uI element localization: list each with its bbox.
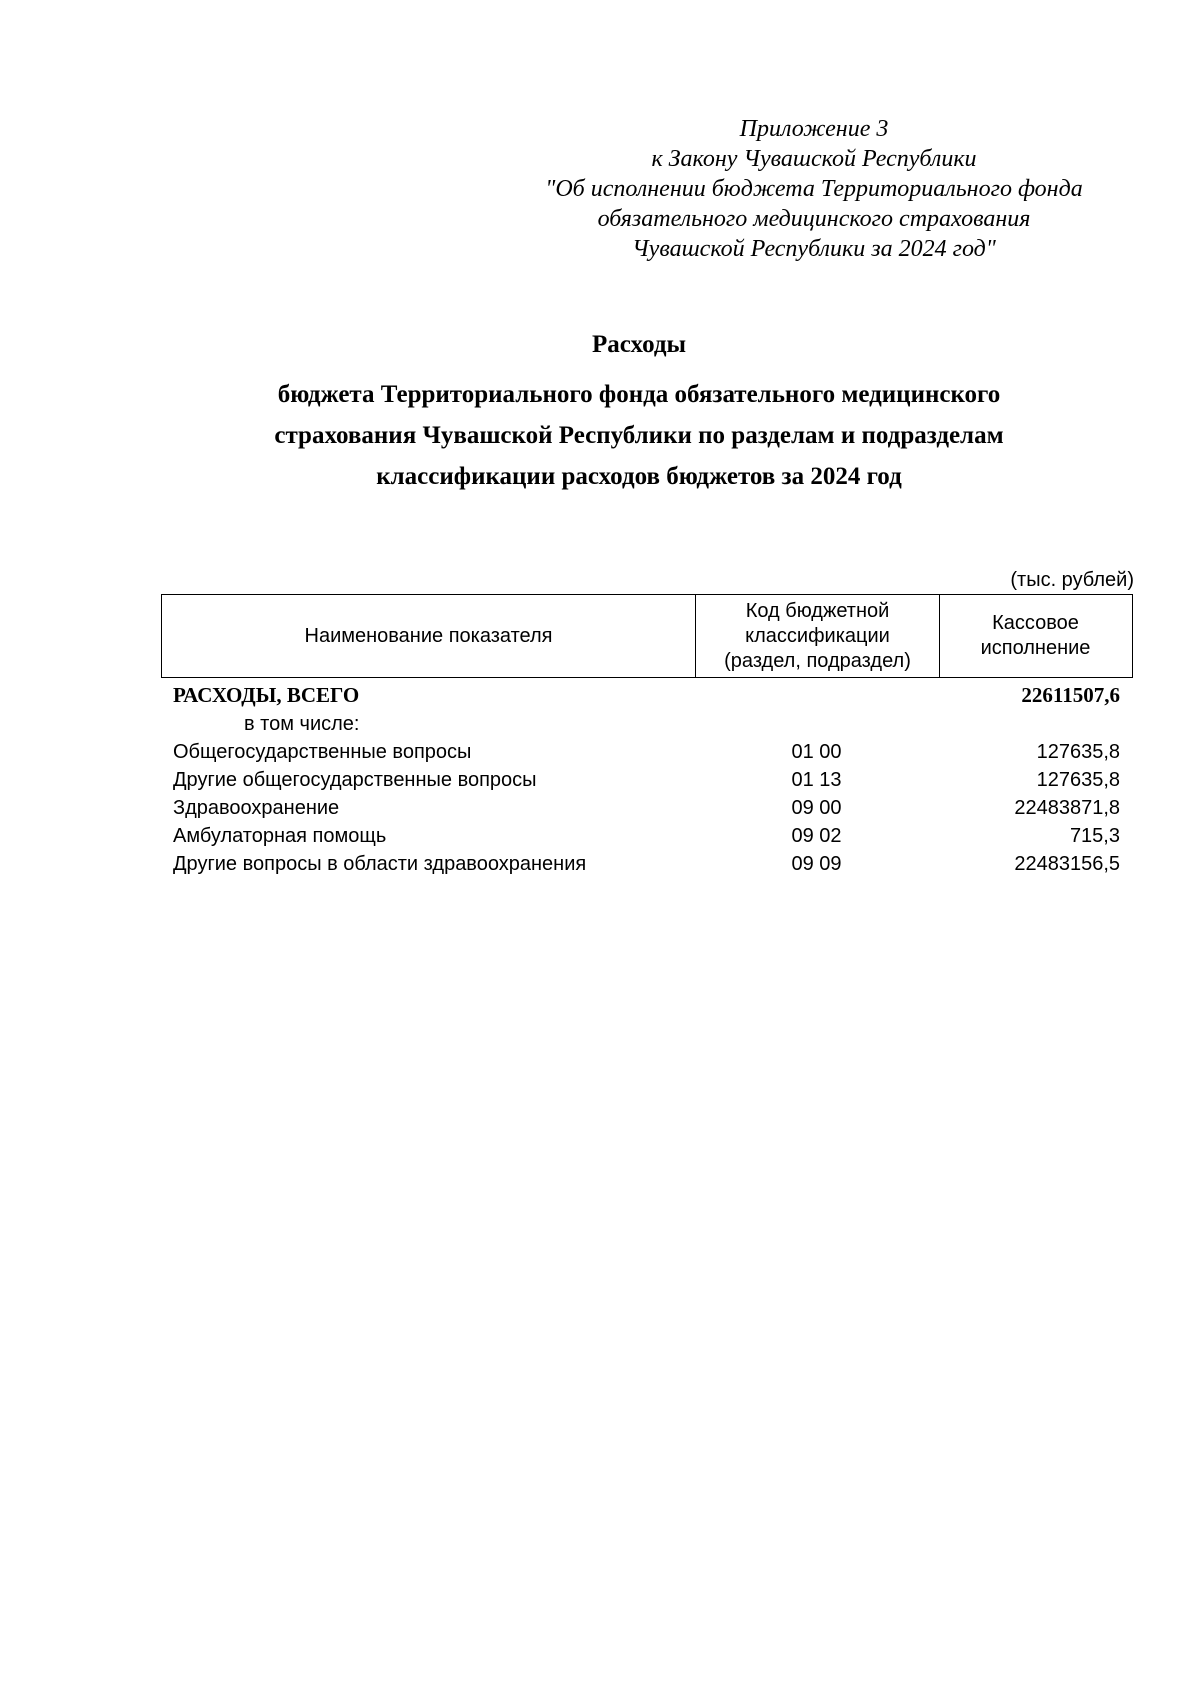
units-label: (тыс. рублей) <box>1010 569 1134 591</box>
row-name: Общегосударственные вопросы <box>173 741 472 763</box>
row-code: 09 00 <box>791 797 842 819</box>
header-code-line: Код бюджетной <box>745 599 890 622</box>
row-code: 09 09 <box>791 853 842 875</box>
table-row-subheading <box>161 710 1133 738</box>
header-name <box>162 595 695 677</box>
appendix-line: к Закону Чувашской Республики <box>651 146 977 172</box>
title-line: бюджета Территориального фонда обязательного медицинского <box>277 381 1001 408</box>
table-row <box>161 766 1133 794</box>
table-body <box>161 680 1133 878</box>
header-amount <box>940 595 1131 677</box>
row-amount: 127635,8 <box>1036 769 1120 791</box>
title-line: страхования Чувашской Республики по разделам и подразделам <box>274 422 1004 449</box>
title-heading: Расходы <box>591 331 687 358</box>
row-name: Другие общегосударственные вопросы <box>173 769 537 791</box>
header-amount-line: Кассовое <box>992 612 1079 634</box>
row-name: Другие вопросы в области здравоохранения <box>173 853 587 875</box>
row-amount: 22611507,6 <box>1021 683 1120 707</box>
row-code: 01 13 <box>791 769 842 791</box>
row-name: РАСХОДЫ, ВСЕГО <box>173 683 360 707</box>
appendix-note <box>500 114 1128 264</box>
row-name: Амбулаторная помощь <box>173 825 387 847</box>
header-name-text: Наименование показателя <box>304 624 553 647</box>
table-header <box>161 594 1133 678</box>
header-code <box>695 595 940 677</box>
header-code-line: классификации <box>745 624 890 647</box>
appendix-line: Приложение 3 <box>739 116 889 142</box>
table-row <box>161 794 1133 822</box>
row-amount: 22483871,8 <box>1014 797 1120 819</box>
appendix-line: "Об исполнении бюджета Территориального фонда <box>545 176 1083 202</box>
row-code: 01 00 <box>791 741 842 763</box>
title-line: классификации расходов бюджетов за 2024 год <box>376 463 902 490</box>
row-name: в том числе: <box>244 713 360 735</box>
document-title <box>150 330 1128 497</box>
table-row-total <box>161 680 1133 710</box>
row-amount: 22483156,5 <box>1014 853 1120 875</box>
table-row <box>161 738 1133 766</box>
row-amount: 127635,8 <box>1036 741 1120 763</box>
table-row <box>161 822 1133 850</box>
appendix-line: обязательного медицинского страхования <box>597 206 1031 232</box>
header-code-line: (раздел, подраздел) <box>724 649 911 672</box>
table-row <box>161 850 1133 878</box>
appendix-line: Чувашской Республики за 2024 год" <box>632 236 996 262</box>
header-amount-line: исполнение <box>980 637 1091 659</box>
title-subtitle <box>150 374 1128 497</box>
row-amount: 715,3 <box>1069 825 1120 847</box>
row-code: 09 02 <box>791 825 842 847</box>
row-name: Здравоохранение <box>173 797 340 819</box>
